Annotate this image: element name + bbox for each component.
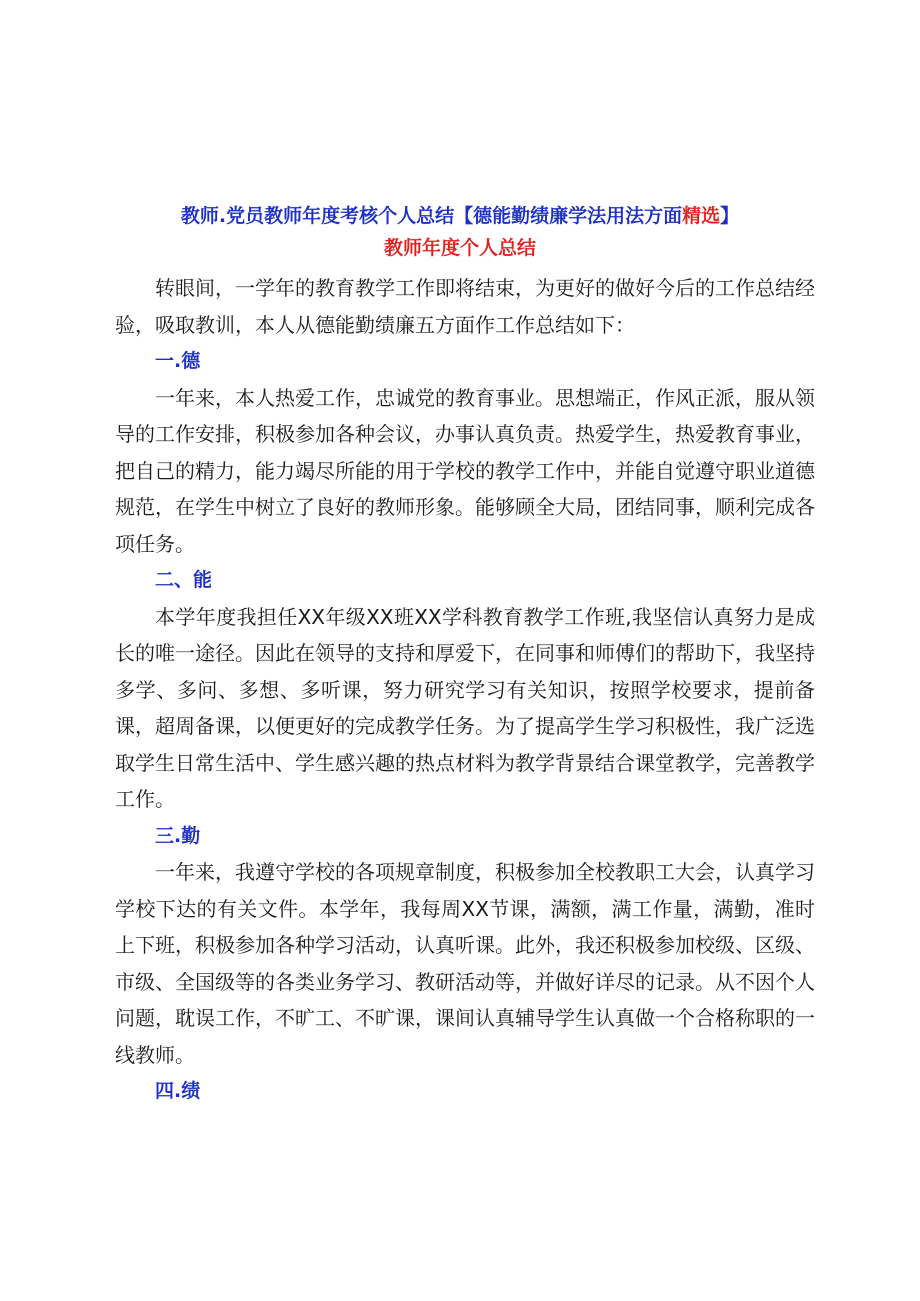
intro-paragraph: 转眼间，一学年的教育教学工作即将结束，为更好的做好今后的工作总结经验，吸取教训，本人从德能勤绩廉五方面作工作总结如下： — [115, 276, 815, 337]
document-subtitle: 教师年度个人总结 — [383, 237, 536, 259]
document-title — [0, 200, 920, 232]
section-body-neng: 本学年度我担任XX年级XX班XX学科教育教学工作班,我坚信认真努力是成长的唯一途径。因此在领导的支持和厚爱下，在同事和师傅们的帮助下，我坚持多学、多问、多想、多听课，努力研究学习有关知识，按照学校要求，提前备课，超周备课，以便更好的完成教学任务。为了提高学生学习积极性，我广泛选取学生日常生活中、学生感兴趣的热点材料为教学背景结合课堂教学，完善教学工作。 — [115, 604, 815, 811]
document-title-highlight: 精选 — [682, 205, 721, 227]
section-body-de: 一年来，本人热爱工作，忠诚党的教育事业。思想端正，作风正派，服从领导的工作安排，积极参加各种会议，办事认真负责。热爱学生，热爱教育事业，把自己的精力，能力竭尽所能的用于学校的教学工作中，并能自觉遵守职业道德规范，在学生中树立了良好的教师形象。能够顾全大局，团结同事，顺利完成各项任务。 — [115, 385, 815, 556]
section-body-qin: 一年来，我遵守学校的各项规章制度，积极参加全校教职工大会，认真学习学校下达的有关文件。本学年，我每周XX节课，满额，满工作量，满勤，准时上下班，积极参加各种学习活动，认真听课。此外，我还积极参加校级、区级、市级、全国级等的各类业务学习、教研活动等，并做好详尽的记录。从不因个人问题，耽误工作，不旷工、不旷课，课间认真辅导学生认真做一个合格称职的一线教师。 — [115, 860, 815, 1067]
document-title-end: 】 — [720, 205, 740, 227]
section-heading-neng: 二、能 — [155, 569, 213, 591]
document-body — [115, 270, 815, 1110]
section-heading-ji: 四.绩 — [155, 1080, 201, 1102]
section-heading-qin: 三.勤 — [155, 824, 201, 847]
document-title-main: 教师.党员教师年度考核个人总结【德能勤绩廉学法用法方面 — [180, 205, 683, 227]
title-block — [0, 200, 920, 264]
section-heading-de: 一.德 — [155, 350, 201, 372]
